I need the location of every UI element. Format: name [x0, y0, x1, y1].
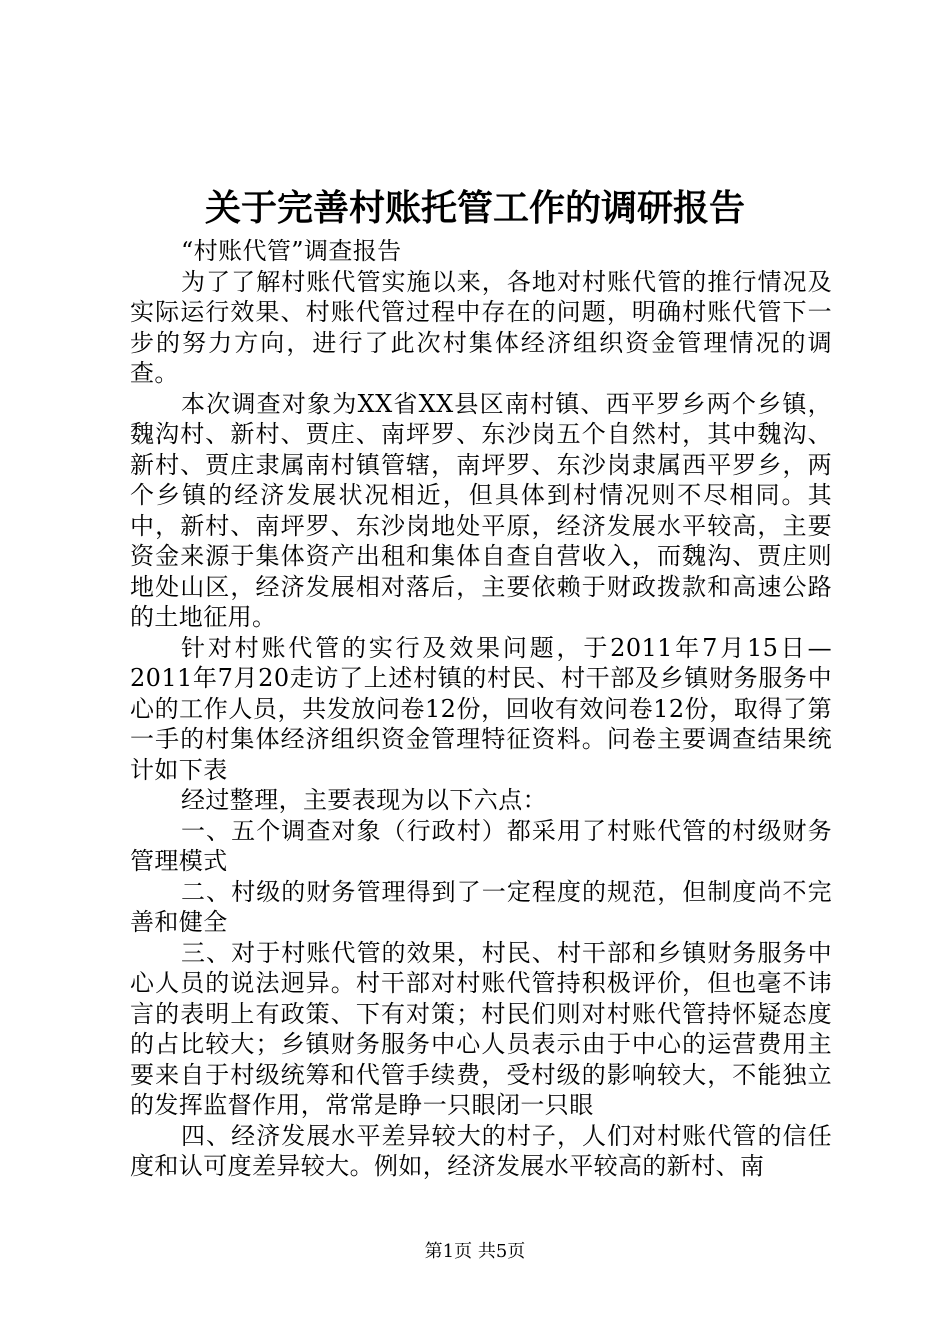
paragraph: 一、五个调查对象（行政村）都采用了村账代管的村级财务管理模式	[130, 816, 832, 875]
page-number-footer: 第1页 共5页	[424, 1241, 526, 1262]
paragraph: 二、村级的财务管理得到了一定程度的规范，但制度尚不完善和健全	[130, 877, 832, 936]
document-body	[130, 236, 832, 1182]
paragraph: 针对村账代管的实行及效果问题，于2011年7月15日—2011年7月20走访了上述村镇的村民、村干部及乡镇财务服务中心的工作人员，共发放问卷12份，回收有效问卷12份，取得了第一手的村集体经济组织资金管理特征资料。问卷主要调查结果统计如下表	[130, 633, 832, 784]
paragraph: “村账代管”调查报告	[181, 237, 402, 265]
paragraph: 四、经济发展水平差异较大的村子，人们对村账代管的信任度和认可度差异较大。例如，经济发展水平较高的新村、南	[130, 1121, 832, 1180]
paragraph: 经过整理，主要表现为以下六点：	[181, 786, 547, 814]
paragraph: 本次调查对象为XX省XX县区南村镇、西平罗乡两个乡镇，魏沟村、新村、贾庄、南坪罗、东沙岗五个自然村，其中魏沟、新村、贾庄隶属南村镇管辖，南坪罗、东沙岗隶属西平罗乡，两个乡镇的经济发展状况相近，但具体到村情况则不尽相同。其中，新村、南坪罗、东沙岗地处平原，经济发展水平较高，主要资金来源于集体资产出租和集体自查自营收入，而魏沟、贾庄则地处山区，经济发展相对落后，主要依赖于财政拨款和高速公路的土地征用。	[130, 389, 832, 631]
paragraph: 为了了解村账代管实施以来，各地对村账代管的推行情况及实际运行效果、村账代管过程中存在的问题，明确村账代管下一步的努力方向，进行了此次村集体经济组织资金管理情况的调查。	[130, 267, 832, 387]
document-title: 关于完善村账托管工作的调研报告	[204, 188, 745, 229]
paragraph: 三、对于村账代管的效果，村民、村干部和乡镇财务服务中心人员的说法迥异。村干部对村账代管持积极评价，但也毫不讳言的表明上有政策、下有对策；村民们则对村账代管持怀疑态度的占比较大；乡镇财务服务中心人员表示由于中心的运营费用主要来自于村级统筹和代管手续费，受村级的影响较大，不能独立的发挥监督作用，常常是睁一只眼闭一只眼	[130, 938, 832, 1119]
